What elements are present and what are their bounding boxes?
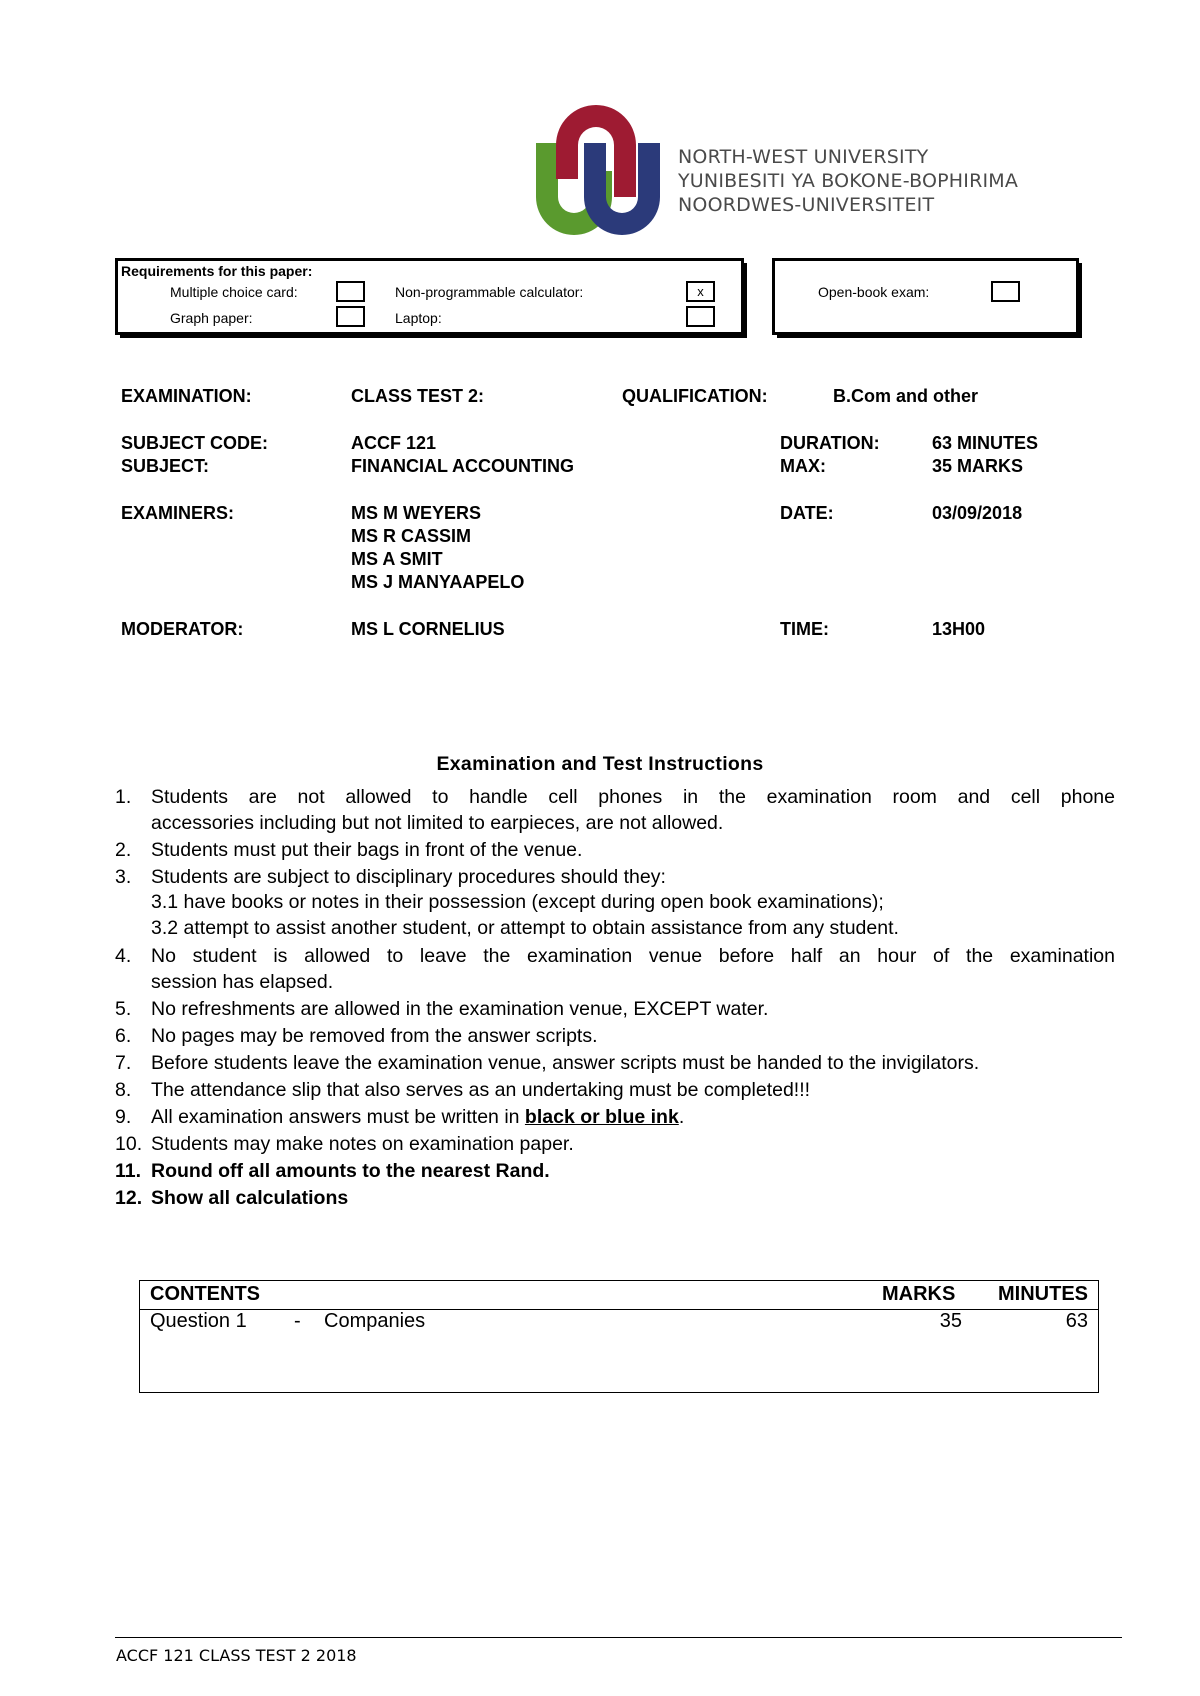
examination-value: CLASS TEST 2: <box>351 386 485 406</box>
moderator-value: MS L CORNELIUS <box>351 619 505 639</box>
instruction-text-tail: . <box>678 1106 685 1128</box>
instruction-text: Students may make notes on examination paper. <box>151 1133 574 1155</box>
calculator-checkbox[interactable]: x <box>686 281 715 302</box>
university-name-english: NORTH-WEST UNIVERSITY <box>678 146 929 168</box>
university-name-setswana: YUNIBESITI YA BOKONE-BOPHIRIMA <box>678 170 1019 192</box>
instruction-item <box>115 1131 1115 1158</box>
instruction-text: The attendance slip that also serves as an undertaking must be completed!!! <box>151 1079 811 1101</box>
examination-label: EXAMINATION: <box>121 386 252 406</box>
time-value: 13H00 <box>932 619 986 639</box>
instruction-number: 7. <box>115 1052 132 1074</box>
instruction-item <box>115 1158 1115 1185</box>
qualification-value: B.Com and other <box>833 386 979 406</box>
instruction-number: 2. <box>115 839 132 861</box>
subject-code-label: SUBJECT CODE: <box>121 433 269 453</box>
instruction-text: Students are subject to disciplinary procedures should they: <box>151 866 666 888</box>
requirements-title: Requirements for this paper: <box>121 263 313 279</box>
footer-rule <box>115 1637 1122 1638</box>
qualification-label: QUALIFICATION: <box>622 386 768 406</box>
instruction-item <box>115 1023 1115 1050</box>
instruction-text: Students must put their bags in front of the venue. <box>151 839 583 861</box>
instruction-item <box>115 784 1115 838</box>
instruction-number: 8. <box>115 1079 132 1101</box>
instruction-text: Round off all amounts to the nearest Rand. <box>151 1160 550 1182</box>
examiner-name: MS R CASSIM <box>351 526 472 546</box>
instructions-title: Examination and Test Instructions <box>436 753 764 775</box>
examiner-name: MS A SMIT <box>351 549 443 569</box>
instruction-item <box>115 837 1115 864</box>
calculator-label: Non-programmable calculator: <box>395 284 584 300</box>
university-logo <box>528 105 663 240</box>
instruction-item <box>115 1050 1115 1077</box>
instruction-text: Students are not allowed to handle cell phones in the examination room and cell phone <box>151 786 1115 808</box>
instruction-number: 11. <box>115 1160 142 1182</box>
instruction-number: 1. <box>115 786 132 808</box>
instruction-text-lead: All examination answers must be written in <box>151 1106 525 1128</box>
contents-header: CONTENTS <box>150 1283 260 1305</box>
question-topic: Companies <box>324 1310 426 1332</box>
question-dash: - <box>294 1310 301 1332</box>
multiple-choice-label: Multiple choice card: <box>170 284 298 300</box>
instruction-text <box>151 1104 1115 1131</box>
examiners-label: EXAMINERS: <box>121 503 235 523</box>
laptop-label: Laptop: <box>395 310 442 326</box>
instruction-text: No student is allowed to leave the examination venue before half an hour of the examination <box>151 945 1115 967</box>
laptop-checkbox[interactable] <box>686 306 715 327</box>
instruction-item <box>115 1077 1115 1104</box>
instruction-text: session has elapsed. <box>151 971 334 993</box>
examiner-name: MS J MANYAAPELO <box>351 572 525 592</box>
question-label: Question 1 <box>150 1310 247 1332</box>
instruction-text: 3.2 attempt to assist another student, or attempt to obtain assistance from any student. <box>151 917 899 939</box>
max-label: MAX: <box>780 456 826 476</box>
contents-table <box>139 1280 1099 1393</box>
subject-label: SUBJECT: <box>121 456 210 476</box>
max-value: 35 MARKS <box>932 456 1024 476</box>
time-label: TIME: <box>780 619 829 639</box>
subject-code-value: ACCF 121 <box>351 433 437 453</box>
instruction-item <box>115 1185 1115 1212</box>
open-book-checkbox[interactable] <box>991 281 1020 302</box>
open-book-label: Open-book exam: <box>818 284 930 300</box>
instruction-item <box>115 1104 1115 1131</box>
duration-label: DURATION: <box>780 433 880 453</box>
university-name-afrikaans: NOORDWES-UNIVERSITEIT <box>678 194 935 216</box>
instruction-item <box>115 996 1115 1023</box>
instruction-text: accessories including but not limited to earpieces, are not allowed. <box>151 812 724 834</box>
question-marks: 35 <box>939 1310 962 1332</box>
question-minutes: 63 <box>1065 1310 1088 1332</box>
graph-paper-checkbox[interactable] <box>336 306 365 327</box>
minutes-header: MINUTES <box>998 1283 1088 1305</box>
ink-emphasis: black or blue ink <box>524 1106 679 1128</box>
instruction-number: 9. <box>115 1106 132 1128</box>
examiner-name: MS M WEYERS <box>351 503 482 523</box>
instruction-number: 10. <box>115 1133 143 1155</box>
instruction-number: 6. <box>115 1025 132 1047</box>
instruction-text: No pages may be removed from the answer scripts. <box>151 1025 598 1047</box>
instruction-text: Before students leave the examination venue, answer scripts must be handed to the invigilators. <box>151 1052 980 1074</box>
instruction-number: 5. <box>115 998 132 1020</box>
instruction-text: No refreshments are allowed in the examination venue, EXCEPT water. <box>151 998 769 1020</box>
instruction-item <box>115 943 1115 997</box>
instruction-number: 12. <box>115 1187 143 1209</box>
instruction-number: 4. <box>115 945 132 967</box>
instruction-text: Show all calculations <box>151 1187 349 1209</box>
moderator-label: MODERATOR: <box>121 619 244 639</box>
date-label: DATE: <box>780 503 834 523</box>
instruction-number: 3. <box>115 866 132 888</box>
footer-text: ACCF 121 CLASS TEST 2 2018 <box>116 1646 357 1665</box>
date-value: 03/09/2018 <box>932 503 1023 523</box>
instruction-text: 3.1 have books or notes in their possession (except during open book examinations); <box>151 891 884 913</box>
graph-paper-label: Graph paper: <box>170 310 253 326</box>
multiple-choice-checkbox[interactable] <box>336 281 365 302</box>
instruction-item <box>115 864 1115 945</box>
subject-value: FINANCIAL ACCOUNTING <box>351 456 574 476</box>
marks-header: MARKS <box>882 1283 956 1305</box>
duration-value: 63 MINUTES <box>932 433 1039 453</box>
